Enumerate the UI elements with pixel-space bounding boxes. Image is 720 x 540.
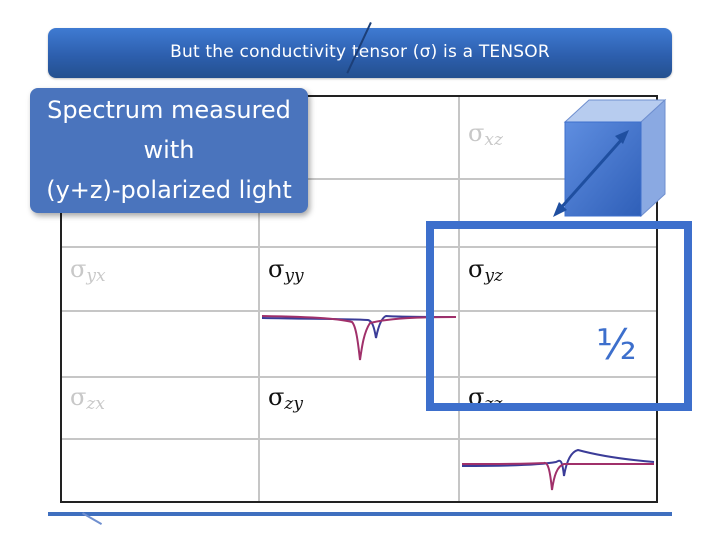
- footer-rule: [48, 512, 672, 516]
- cube-polarization-diagram: [545, 98, 671, 222]
- callout-line-2: with: [143, 136, 195, 164]
- cube-front-face: [565, 122, 641, 216]
- one-half-fraction: ½: [596, 320, 637, 369]
- tensor-label-yz: $\sigma_{yz}$: [468, 255, 503, 286]
- title-bar: [48, 28, 672, 78]
- tensor-label-zx: $\sigma_{zx}$: [70, 383, 105, 414]
- spectrum-curve-zz-imag: [462, 463, 654, 490]
- highlight-rectangle: [426, 221, 692, 411]
- spectrum-plot-zz: [460, 440, 656, 502]
- callout-line-1: Spectrum measured: [47, 96, 291, 124]
- polarization-callout: [30, 88, 308, 213]
- slide-title: But the conductivity tensor (σ) is a TENSOR: [170, 42, 550, 62]
- tensor-label-yx: $\sigma_{yx}$: [70, 255, 106, 286]
- callout-line-3: (y+z)-polarized light: [46, 176, 292, 204]
- tensor-label-xz: $\sigma_{xz}$: [468, 119, 503, 150]
- tensor-label-zy: $\sigma_{zy}$: [268, 383, 303, 414]
- tensor-label-zz: $\sigma_{zz}$: [468, 383, 503, 414]
- tensor-label-yy: $\sigma_{yy}$: [268, 255, 304, 286]
